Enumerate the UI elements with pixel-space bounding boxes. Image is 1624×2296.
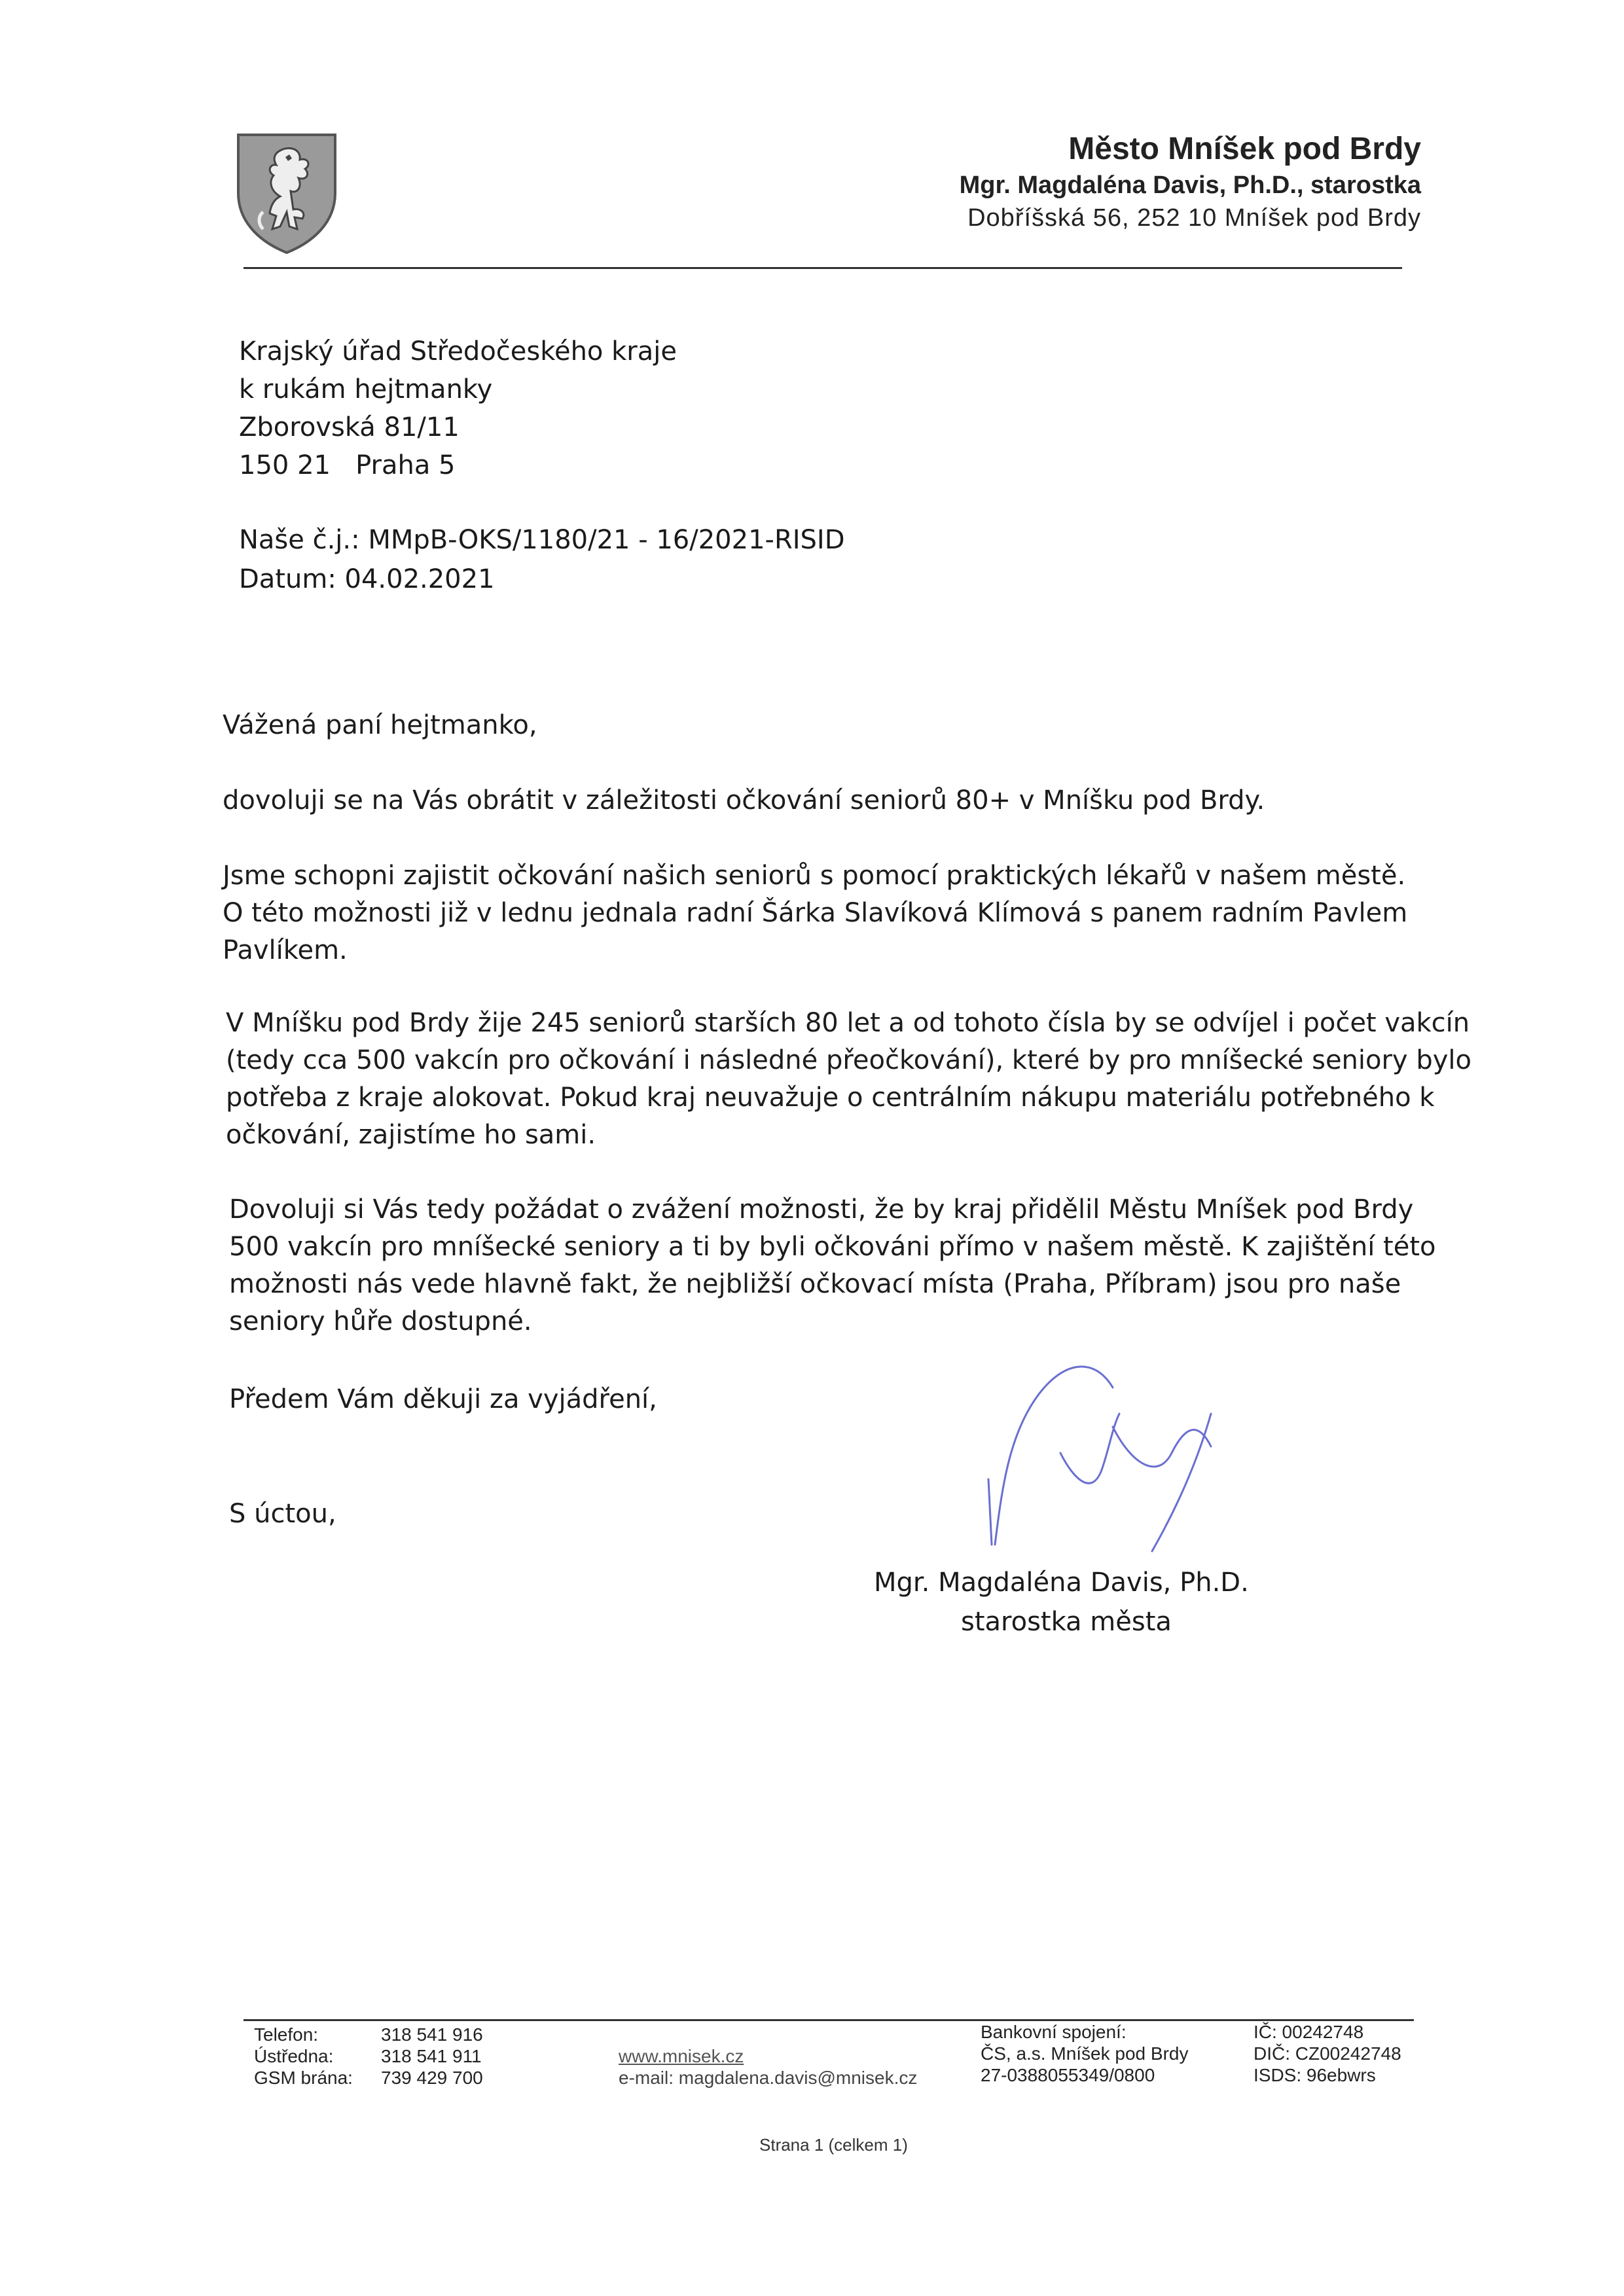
signatory-name: Mgr. Magdaléna Davis, Ph.D. <box>874 1568 1249 1598</box>
org-name: Město Mníšek pod Brdy <box>1068 132 1421 166</box>
paragraph-line: Dovoluji si Vás tedy požádat o zvážení možnosti, že by kraj přidělil Městu Mníšek pod Brdy <box>229 1194 1414 1225</box>
email-link[interactable]: e-mail: magdalena.davis@mnisek.cz <box>619 2068 918 2088</box>
phone-label: Telefon: <box>254 2024 319 2045</box>
reference-number: Naše č.j.: MMpB-OKS/1180/21 - 16/2021-RISID <box>239 525 845 555</box>
paragraph-3 <box>226 1005 1471 1154</box>
thanks-line: Předem Vám děkuji za vyjádření, <box>229 1384 657 1414</box>
recipient-line: Zborovská 81/11 <box>239 412 460 442</box>
footer-divider <box>244 2019 1414 2021</box>
page-number: Strana 1 (celkem 1) <box>759 2135 908 2155</box>
org-address: Dobříšská 56, 252 10 Mníšek pod Brdy <box>967 204 1421 232</box>
bank-label: Bankovní spojení: <box>981 2022 1127 2042</box>
closing-line: S úctou, <box>229 1499 336 1529</box>
phone-value: 318 541 916 <box>381 2024 483 2045</box>
paragraph-line: Jsme schopni zajistit očkování našich seniorů s pomocí praktických lékařů v našem městě. <box>223 861 1406 891</box>
phone-label: Ústředna: <box>254 2046 334 2066</box>
footer-ids <box>1254 2021 1401 2086</box>
footer-phone-labels <box>254 2024 353 2089</box>
footer-contact <box>619 2045 917 2089</box>
paragraph-line: Pavlíkem. <box>223 935 348 965</box>
recipient-line: 150 21 Praha 5 <box>239 450 456 480</box>
reference-block <box>239 520 845 599</box>
recipient-line: k rukám hejtmanky <box>239 374 493 404</box>
handwritten-signature <box>962 1348 1270 1558</box>
data-box-id: ISDS: 96ebwrs <box>1254 2065 1376 2085</box>
phone-value: 739 429 700 <box>381 2068 483 2088</box>
bank-account: 27-0388055349/0800 <box>981 2065 1155 2085</box>
bank-name: ČS, a.s. Mníšek pod Brdy <box>981 2043 1189 2064</box>
recipient-line: Krajský úřad Středočeského kraje <box>239 336 677 367</box>
letter-date: Datum: 04.02.2021 <box>239 564 495 594</box>
signatory-title: starostka města <box>961 1607 1172 1637</box>
paragraph-1: dovoluji se na Vás obrátit v záležitosti očkování seniorů 80+ v Mníšku pod Brdy. <box>223 785 1265 816</box>
paragraph-2 <box>223 857 1407 969</box>
header-divider <box>244 267 1402 269</box>
mayor-line: Mgr. Magdaléna Davis, Ph.D., starostka <box>959 171 1421 199</box>
company-id: IČ: 00242748 <box>1254 2022 1364 2042</box>
footer-bank <box>981 2021 1188 2086</box>
paragraph-line: seniory hůře dostupné. <box>229 1306 532 1336</box>
paragraph-line: O této možnosti již v lednu jednala radní Šárka Slavíková Klímová s panem radním Pavlem <box>223 898 1408 928</box>
salutation: Vážená paní hejtmanko, <box>223 710 537 740</box>
website-link[interactable]: www.mnisek.cz <box>619 2046 744 2066</box>
paragraph-line: V Mníšku pod Brdy žije 245 seniorů starších 80 let a od tohoto čísla by se odvíjel i počet vakcín <box>226 1008 1470 1038</box>
paragraph-line: 500 vakcín pro mníšecké seniory a ti by byli očkováni přímo v našem městě. K zajištění této <box>229 1232 1436 1262</box>
paragraph-line: očkování, zajistíme ho sami. <box>226 1120 596 1150</box>
recipient-address <box>239 332 677 484</box>
phone-label: GSM brána: <box>254 2068 353 2088</box>
lion-coat-of-arms-icon <box>234 131 339 255</box>
paragraph-4 <box>229 1191 1436 1340</box>
paragraph-line: (tedy cca 500 vakcín pro očkování i následné přeočkování), které by pro mníšecké seniory bylo <box>226 1045 1471 1075</box>
phone-value: 318 541 911 <box>381 2046 482 2066</box>
paragraph-line: možnosti nás vede hlavně fakt, že nejbližší očkovací místa (Praha, Příbram) jsou pro naše <box>229 1269 1401 1299</box>
tax-id: DIČ: CZ00242748 <box>1254 2043 1401 2064</box>
footer-phone-values <box>381 2024 483 2089</box>
paragraph-line: potřeba z kraje alokovat. Pokud kraj neuvažuje o centrálním nákupu materiálu potřebného k <box>226 1083 1435 1113</box>
